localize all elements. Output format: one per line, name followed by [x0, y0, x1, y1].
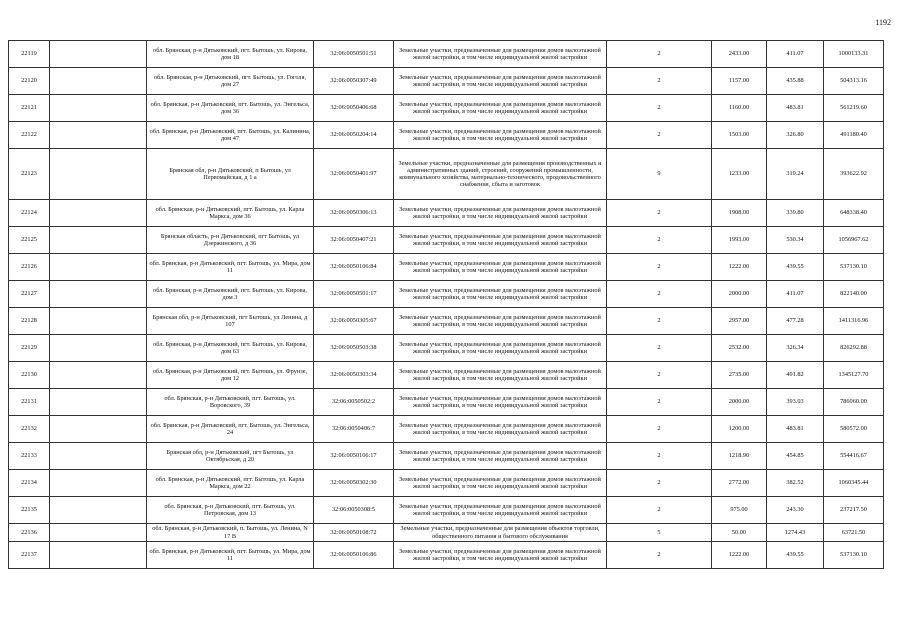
- cell-area: 1222.00: [712, 542, 767, 569]
- cell-cadastral-value: 1000133.31: [824, 41, 884, 68]
- cell-cadastral-value: 822140.00: [824, 281, 884, 308]
- cell-cadastral-value: 580572.00: [824, 416, 884, 443]
- cell-specific-value: 411.07: [767, 281, 824, 308]
- cell-address: обл. Брянская, р-н Дятьковский, пгт. Бытошь, ул. Петровская, дом 13: [147, 497, 314, 524]
- cell-specific-value: 483.81: [767, 95, 824, 122]
- cell-area: 2000.00: [712, 389, 767, 416]
- cell-area: 975.00: [712, 497, 767, 524]
- cell-area: 1160.00: [712, 95, 767, 122]
- cell-cadastral-value: 1060345.44: [824, 470, 884, 497]
- cell-address: обл. Брянская, р-н Дятьковский, пгт. Бытошь, ул. Воровского, 39: [147, 389, 314, 416]
- cell-use-group: 9: [607, 149, 712, 200]
- cell-specific-value: 339.80: [767, 200, 824, 227]
- cell-cadastral-value: 561219.60: [824, 95, 884, 122]
- cell-row-number: 22121: [9, 95, 50, 122]
- cell-empty: [50, 308, 147, 335]
- cell-land-use: Земельные участки, предназначенные для размещения домов малоэтажной жилой застройки, в том числе индивидуальной жилой застройки: [394, 497, 607, 524]
- cell-area: 2000.00: [712, 281, 767, 308]
- cell-address: обл. Брянская, р-н Дятьковский, пгт. Бытошь, ул. Энгельса, дом 36: [147, 95, 314, 122]
- cell-empty: [50, 227, 147, 254]
- table-row: [9, 524, 884, 542]
- cell-empty: [50, 389, 147, 416]
- cell-land-use: Земельные участки, предназначенные для размещения домов малоэтажной жилой застройки, в том числе индивидуальной жилой застройки: [394, 68, 607, 95]
- cell-cadastral-number: 32:06:0050406:7: [314, 416, 394, 443]
- table-row: [9, 149, 884, 200]
- cell-area: 1908.00: [712, 200, 767, 227]
- cell-row-number: 22126: [9, 254, 50, 281]
- cell-cadastral-value: 504313.16: [824, 68, 884, 95]
- cell-use-group: 2: [607, 41, 712, 68]
- table-row: [9, 227, 884, 254]
- cell-specific-value: 1274.43: [767, 524, 824, 542]
- cell-empty: [50, 542, 147, 569]
- cell-address: обл. Брянская, р-н Дятьковский, пгт. Бытошь, ул. Карла Маркса, дом 36: [147, 200, 314, 227]
- table-row: [9, 308, 884, 335]
- cell-use-group: 2: [607, 542, 712, 569]
- cell-specific-value: 439.55: [767, 542, 824, 569]
- cell-cadastral-value: 1345127.70: [824, 362, 884, 389]
- cell-address: Брянская обл, р-н Дятьковский, пгт Бытошь, ул Октябрьская, д 20: [147, 443, 314, 470]
- cell-cadastral-number: 32:06:0050302:30: [314, 470, 394, 497]
- cell-row-number: 22123: [9, 149, 50, 200]
- cell-address: обл. Брянская, р-н Дятьковский, пгт. Бытошь, ул. Карла Маркса, дом 22: [147, 470, 314, 497]
- cell-address: обл. Брянская, р-н Дятьковский, пгт. Бытошь, ул. Кирова, дом 3: [147, 281, 314, 308]
- cell-area: 50.00: [712, 524, 767, 542]
- table-row: [9, 254, 884, 281]
- cell-cadastral-value: 537130.10: [824, 254, 884, 281]
- cell-land-use: Земельные участки, предназначенные для размещения производственных и административных зданий, строений, сооружений промышленности, коммунального хозяйства, материально-технического, продовольственного снабжения, сбыта и заготовок: [394, 149, 607, 200]
- cell-land-use: Земельные участки, предназначенные для размещения домов малоэтажной жилой застройки, в том числе индивидуальной жилой застройки: [394, 95, 607, 122]
- cell-use-group: 2: [607, 95, 712, 122]
- cell-use-group: 2: [607, 389, 712, 416]
- cell-area: 2735.00: [712, 362, 767, 389]
- table-row: [9, 416, 884, 443]
- cell-use-group: 2: [607, 335, 712, 362]
- cell-address: Брянская обл, р-н Дятьковский, пгт Бытошь, ул Ленина, д 107: [147, 308, 314, 335]
- cell-cadastral-number: 32:06:0050106:84: [314, 254, 394, 281]
- cell-use-group: 2: [607, 308, 712, 335]
- table-row: [9, 335, 884, 362]
- cell-cadastral-value: 826292.88: [824, 335, 884, 362]
- cell-empty: [50, 95, 147, 122]
- cell-specific-value: 326.34: [767, 335, 824, 362]
- cell-specific-value: 326.80: [767, 122, 824, 149]
- cell-specific-value: 435.88: [767, 68, 824, 95]
- cell-empty: [50, 200, 147, 227]
- cell-land-use: Земельные участки, предназначенные для размещения домов малоэтажной жилой застройки, в том числе индивидуальной жилой застройки: [394, 200, 607, 227]
- cell-area: 2532.00: [712, 335, 767, 362]
- table-row: [9, 41, 884, 68]
- cell-land-use: Земельные участки, предназначенные для размещения домов малоэтажной жилой застройки, в том числе индивидуальной жилой застройки: [394, 470, 607, 497]
- cell-land-use: Земельные участки, предназначенные для размещения домов малоэтажной жилой застройки, в том числе индивидуальной жилой застройки: [394, 416, 607, 443]
- cell-specific-value: 243.30: [767, 497, 824, 524]
- table-row: [9, 362, 884, 389]
- cell-use-group: 2: [607, 122, 712, 149]
- cell-cadastral-number: 32:06:0050306:13: [314, 200, 394, 227]
- cell-cadastral-value: 648338.40: [824, 200, 884, 227]
- cell-row-number: 22127: [9, 281, 50, 308]
- cell-specific-value: 439.55: [767, 254, 824, 281]
- cell-cadastral-number: 32:06:0050502:2: [314, 389, 394, 416]
- table-row: [9, 122, 884, 149]
- table-row: [9, 470, 884, 497]
- cell-empty: [50, 254, 147, 281]
- cell-cadastral-number: 32:06:0050108:72: [314, 524, 394, 542]
- cell-cadastral-value: 554416.67: [824, 443, 884, 470]
- cell-address: обл. Брянская, р-н Дятьковский, пгт. Бытошь, ул. Калинина, дом 47: [147, 122, 314, 149]
- cell-cadastral-value: 237217.50: [824, 497, 884, 524]
- cell-cadastral-number: 32:06:0050305:67: [314, 308, 394, 335]
- cell-address: обл. Брянская, р-н Дятьковский, п. Бытошь, ул. Ленина, N 17 В: [147, 524, 314, 542]
- cell-cadastral-number: 32:06:0050501:17: [314, 281, 394, 308]
- cell-specific-value: 393.03: [767, 389, 824, 416]
- cell-empty: [50, 281, 147, 308]
- table-row: [9, 497, 884, 524]
- cell-area: 1993.00: [712, 227, 767, 254]
- cell-area: 1233.00: [712, 149, 767, 200]
- cell-cadastral-number: 32:06:0050401:97: [314, 149, 394, 200]
- table-row: [9, 389, 884, 416]
- cell-area: 1222.00: [712, 254, 767, 281]
- cell-area: 2957.00: [712, 308, 767, 335]
- cell-land-use: Земельные участки, предназначенные для размещения домов малоэтажной жилой застройки, в том числе индивидуальной жилой застройки: [394, 308, 607, 335]
- cell-empty: [50, 470, 147, 497]
- cell-empty: [50, 524, 147, 542]
- cell-cadastral-number: 32:06:0050407:21: [314, 227, 394, 254]
- cell-land-use: Земельные участки, предназначенные для размещения домов малоэтажной жилой застройки, в том числе индивидуальной жилой застройки: [394, 362, 607, 389]
- cell-use-group: 2: [607, 362, 712, 389]
- cell-specific-value: 477.28: [767, 308, 824, 335]
- table-row: [9, 443, 884, 470]
- cell-cadastral-number: 32:06:0050501:51: [314, 41, 394, 68]
- cell-specific-value: 491.82: [767, 362, 824, 389]
- cell-row-number: 22133: [9, 443, 50, 470]
- table-row: [9, 542, 884, 569]
- cell-row-number: 22125: [9, 227, 50, 254]
- cell-specific-value: 483.81: [767, 416, 824, 443]
- cell-cadastral-number: 32:06:0050303:34: [314, 362, 394, 389]
- cell-cadastral-number: 32:06:0050503:38: [314, 335, 394, 362]
- cell-use-group: 2: [607, 470, 712, 497]
- cell-address: обл. Брянская, р-н Дятьковский, пгт. Бытошь, ул. Кирова, дом 18: [147, 41, 314, 68]
- cell-row-number: 22132: [9, 416, 50, 443]
- cell-empty: [50, 497, 147, 524]
- cell-land-use: Земельные участки, предназначенные для размещения домов малоэтажной жилой застройки, в том числе индивидуальной жилой застройки: [394, 542, 607, 569]
- cell-empty: [50, 68, 147, 95]
- cell-cadastral-number: 32:06:0050106:17: [314, 443, 394, 470]
- cell-row-number: 22130: [9, 362, 50, 389]
- cell-row-number: 22129: [9, 335, 50, 362]
- cell-area: 2433.00: [712, 41, 767, 68]
- cell-row-number: 22131: [9, 389, 50, 416]
- cell-specific-value: 454.85: [767, 443, 824, 470]
- cell-specific-value: 530.34: [767, 227, 824, 254]
- cell-area: 2772.00: [712, 470, 767, 497]
- cell-cadastral-value: 63721.50: [824, 524, 884, 542]
- cell-empty: [50, 335, 147, 362]
- cell-cadastral-number: 32:06:0050106:86: [314, 542, 394, 569]
- cell-use-group: 2: [607, 281, 712, 308]
- cell-cadastral-number: 32:06:0050406:68: [314, 95, 394, 122]
- cell-use-group: 2: [607, 68, 712, 95]
- cell-row-number: 22135: [9, 497, 50, 524]
- cell-address: обл. Брянская, р-н Дятьковский, пгт. Бытошь, ул. Фрунзе, дом 12: [147, 362, 314, 389]
- cell-row-number: 22134: [9, 470, 50, 497]
- cell-empty: [50, 122, 147, 149]
- cell-empty: [50, 149, 147, 200]
- cell-row-number: 22124: [9, 200, 50, 227]
- cell-land-use: Земельные участки, предназначенные для размещения объектов торговли, общественного питания и бытового обслуживания: [394, 524, 607, 542]
- cell-land-use: Земельные участки, предназначенные для размещения домов малоэтажной жилой застройки, в том числе индивидуальной жилой застройки: [394, 443, 607, 470]
- cell-address: обл. Брянская, р-н Дятьковский, пгт. Бытошь, ул. Кирова, дом 63: [147, 335, 314, 362]
- cell-address: обл. Брянская, р-н Дятьковский, пгт. Бытошь, ул. Мира, дом 11: [147, 542, 314, 569]
- cell-use-group: 2: [607, 227, 712, 254]
- cell-empty: [50, 443, 147, 470]
- cell-use-group: 2: [607, 416, 712, 443]
- cell-address: обл. Брянская, р-н Дятьковский, пгт. Бытошь, ул. Энгельса, 24: [147, 416, 314, 443]
- cell-cadastral-number: 32:06:0050307:49: [314, 68, 394, 95]
- cell-use-group: 2: [607, 254, 712, 281]
- table-row: [9, 95, 884, 122]
- cell-specific-value: 411.07: [767, 41, 824, 68]
- cell-cadastral-number: 32:06:0050308:5: [314, 497, 394, 524]
- cell-specific-value: 382.52: [767, 470, 824, 497]
- table-row: [9, 281, 884, 308]
- table-body: [9, 41, 884, 569]
- cell-specific-value: 319.24: [767, 149, 824, 200]
- cell-use-group: 2: [607, 443, 712, 470]
- cell-row-number: 22128: [9, 308, 50, 335]
- cell-land-use: Земельные участки, предназначенные для размещения домов малоэтажной жилой застройки, в том числе индивидуальной жилой застройки: [394, 389, 607, 416]
- cell-row-number: 22120: [9, 68, 50, 95]
- cell-land-use: Земельные участки, предназначенные для размещения домов малоэтажной жилой застройки, в том числе индивидуальной жилой застройки: [394, 335, 607, 362]
- cell-land-use: Земельные участки, предназначенные для размещения домов малоэтажной жилой застройки, в том числе индивидуальной жилой застройки: [394, 41, 607, 68]
- cell-cadastral-value: 537130.10: [824, 542, 884, 569]
- table-row: [9, 200, 884, 227]
- page-number: 1192: [875, 18, 891, 27]
- cell-land-use: Земельные участки, предназначенные для размещения домов малоэтажной жилой застройки, в том числе индивидуальной жилой застройки: [394, 227, 607, 254]
- cell-land-use: Земельные участки, предназначенные для размещения домов малоэтажной жилой застройки, в том числе индивидуальной жилой застройки: [394, 281, 607, 308]
- cell-area: 1503.00: [712, 122, 767, 149]
- cell-cadastral-value: 393622.92: [824, 149, 884, 200]
- cell-cadastral-value: 1056967.62: [824, 227, 884, 254]
- cell-land-use: Земельные участки, предназначенные для размещения домов малоэтажной жилой застройки, в том числе индивидуальной жилой застройки: [394, 122, 607, 149]
- cell-use-group: 2: [607, 497, 712, 524]
- cell-empty: [50, 362, 147, 389]
- cell-cadastral-value: 786060.00: [824, 389, 884, 416]
- cell-address: обл. Брянская, р-н Дятьковский, пгт. Бытошь, ул. Гоголя, дом 27: [147, 68, 314, 95]
- cell-land-use: Земельные участки, предназначенные для размещения домов малоэтажной жилой застройки, в том числе индивидуальной жилой застройки: [394, 254, 607, 281]
- cell-empty: [50, 416, 147, 443]
- cell-row-number: 22136: [9, 524, 50, 542]
- table-row: [9, 68, 884, 95]
- cell-cadastral-number: 32:06:0050204:14: [314, 122, 394, 149]
- cell-address: обл. Брянская, р-н Дятьковский, пгт. Бытошь, ул. Мира, дом 11: [147, 254, 314, 281]
- cell-area: 1218.90: [712, 443, 767, 470]
- cell-address: Брянская область, р-н Дятьковский, пгт Бытошь, ул Дзержинского, д 36: [147, 227, 314, 254]
- cell-use-group: 2: [607, 200, 712, 227]
- cell-use-group: 5: [607, 524, 712, 542]
- cell-cadastral-value: 1411316.96: [824, 308, 884, 335]
- cell-row-number: 22119: [9, 41, 50, 68]
- cell-area: 1157.00: [712, 68, 767, 95]
- cell-cadastral-value: 491180.40: [824, 122, 884, 149]
- cell-address: Брянская обл, р-н Дятьковский, п Бытошь, ул Первомайская, д 1 а: [147, 149, 314, 200]
- cell-empty: [50, 41, 147, 68]
- cell-area: 1200.00: [712, 416, 767, 443]
- cell-row-number: 22137: [9, 542, 50, 569]
- cell-row-number: 22122: [9, 122, 50, 149]
- cadastral-table: [8, 40, 884, 569]
